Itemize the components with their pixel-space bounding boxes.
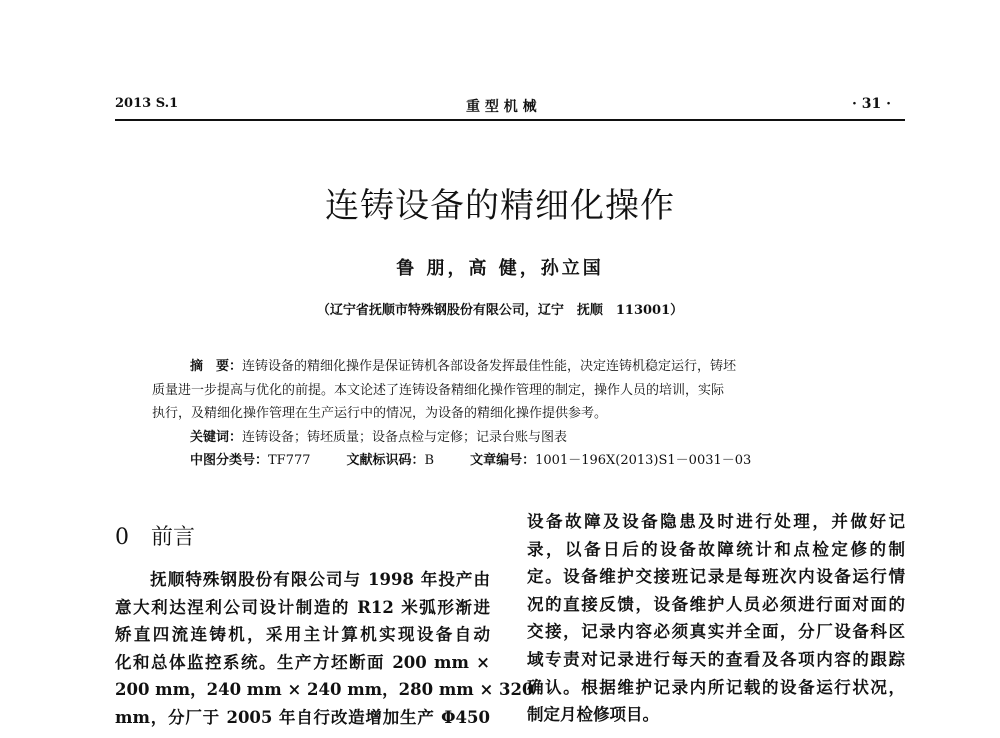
body-line: 定。设备维护交接班记录是每班次内设备运行情: [527, 567, 905, 587]
affiliation: （辽宁省抚顺市特殊钢股份有限公司，辽宁 抚顺 113001）: [316, 303, 684, 318]
classification-line: [165, 449, 855, 473]
issue-label: 2013 S.1: [115, 96, 179, 111]
body-line: 意大利达涅利公司设计制造的 R12 米弧形渐进: [115, 597, 490, 617]
body-line: 抚顺特殊钢股份有限公司与 1998 年投产由: [115, 570, 490, 589]
article-no-label: 文章编号：: [470, 453, 536, 468]
left-column: [115, 566, 534, 732]
article-no-value: 1001－196X(2013)S1－0031－03: [535, 453, 752, 468]
body-line: 200 mm，240 mm × 240 mm，280 mm × 320: [115, 680, 534, 700]
body-line: 况的直接反馈，设备维护人员必须进行面对面的: [527, 594, 905, 614]
keywords-line: [165, 426, 855, 450]
clc-label: 中图分类号：: [190, 453, 269, 468]
authors: 鲁 朋，高 健，孙立国: [396, 258, 604, 279]
section-heading: [115, 520, 195, 551]
section-number: 0: [115, 525, 129, 550]
doc-code-value: B: [424, 453, 435, 468]
keywords-label: 关键词：: [190, 429, 243, 445]
body-line: mm，分厂于 2005 年自行改造增加生产 Φ450: [115, 707, 490, 727]
abstract-block: [152, 355, 855, 473]
abstract-line: [165, 355, 855, 379]
body-line: 化和总体监控系统。生产方坯断面 200 mm ×: [115, 652, 490, 672]
journal-name: 重 型 机 械: [466, 99, 537, 115]
body-line: 确认。根据维护记录内所记载的设备运行状况，: [527, 677, 905, 697]
body-line: 交接，记录内容必须真实并全面，分厂设备科区: [527, 622, 905, 642]
abstract-line: 执行，及精细化操作管理在生产运行中的情况，为设备的精细化操作提供参考。: [152, 406, 608, 421]
body-line: 矫直四流连铸机，采用主计算机实现设备自动: [115, 625, 490, 645]
abstract-line: 质量进一步提高与优化的前提。本文论述了连铸设备精细化操作管理的制定，操作人员的培训，实际: [152, 382, 725, 398]
paper-title: 连铸设备的精细化操作: [325, 186, 675, 226]
page-number: · 31 ·: [852, 96, 891, 112]
header-rule: [115, 119, 905, 121]
body-line: 制定月检修项目。: [527, 705, 659, 725]
abstract-text: 连铸设备的精细化操作是保证铸机各部设备发挥最佳性能，决定连铸机稳定运行，铸坯: [242, 359, 737, 374]
body-line: 域专责对记录进行每天的查看及各项内容的跟踪: [527, 649, 905, 669]
body-line: 设备故障及设备隐患及时进行处理，并做好记: [527, 512, 905, 531]
abstract-label: 摘 要：: [190, 359, 243, 374]
right-column: [527, 508, 905, 729]
body-line: 录，以备日后的设备故障统计和点检定修的制: [527, 539, 905, 559]
doc-code-label: 文献标识码：: [346, 453, 425, 468]
keywords: 连铸设备；铸坯质量；设备点检与定修；记录台账与图表: [242, 429, 568, 445]
section-title: 前言: [151, 525, 196, 550]
clc-value: TF777: [268, 453, 311, 468]
